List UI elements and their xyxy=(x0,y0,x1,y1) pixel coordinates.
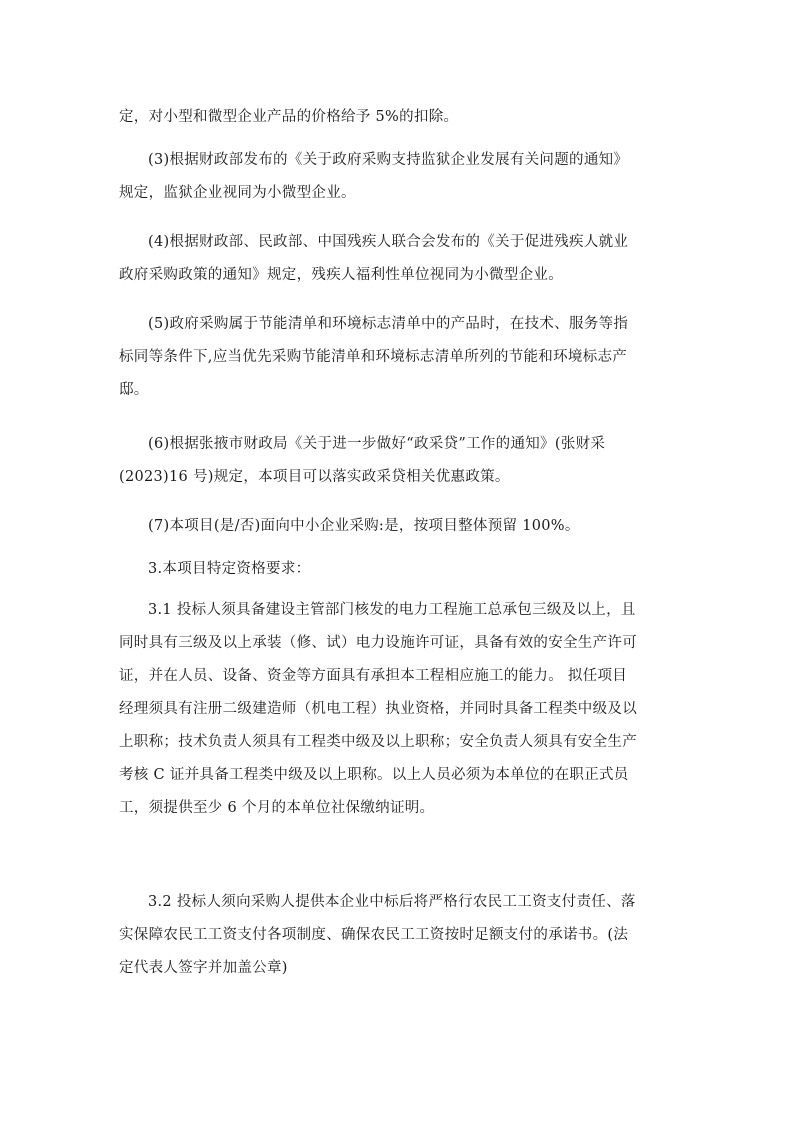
text-line: 标同等条件下,应当优先采购节能清单和环境标志清单所列的节能和环境标志产 xyxy=(119,349,628,365)
text-line: 3.2 投标人须向采购人提供本企业中标后将严格行农民工工资支付责任、落 xyxy=(148,894,636,910)
paragraph-item-7 xyxy=(119,510,679,543)
text-line: 经理须具有注册二级建造师（机电工程）执业资格，并同时具备工程类中级及以 xyxy=(119,701,637,717)
text-line: 考核 C 证并具备工程类中级及以上职称。以上人员必须为本单位的在职正式员 xyxy=(119,767,629,783)
text-line: 邸。 xyxy=(119,382,149,398)
text-line: 规定，监狱企业视同为小微型企业。 xyxy=(119,185,356,201)
text-line: 证，并在人员、设备、资金等方面具有承担本工程相应施工的能力。 拟任项目 xyxy=(119,668,628,684)
text-line: 工，须提供至少 6 个月的本单位社保缴纳证明。 xyxy=(119,800,435,816)
text-line: 3.本项目特定资格要求： xyxy=(148,561,311,577)
text-line: 3.1 投标人须具备建设主管部门核发的电力工程施工总承包三级及以上，且 xyxy=(148,602,636,618)
text-line: 定，对小型和微型企业产品的价格给予 5%的扣除。 xyxy=(119,109,459,125)
section-heading-3 xyxy=(119,553,679,586)
text-line: (2023)16 号)规定，本项目可以落实政采贷相关优惠政策。 xyxy=(119,469,510,485)
paragraph-3-2 xyxy=(119,886,679,985)
paragraph-item-6 xyxy=(119,428,679,494)
paragraph-item-5 xyxy=(119,308,679,407)
text-line: 政府采购政策的通知》规定，残疾人福利性单位视同为小微型企业。 xyxy=(119,267,563,283)
text-line: (4)根据财政部、民政部、中国残疾人联合会发布的《关于促进残疾人就业 xyxy=(148,234,629,250)
paragraph-item-4 xyxy=(119,226,679,292)
text-line: (3)根据财政部发布的《关于政府采购支持监狱企业发展有关问题的通知》 xyxy=(148,152,629,168)
paragraph-3-1 xyxy=(119,594,679,825)
text-line: (6)根据张掖市财政局《关于进一步做好“政采贷”工作的通知》(张财采 xyxy=(148,436,606,452)
paragraph-item-3 xyxy=(119,144,679,210)
text-line: (5)政府采购属于节能清单和环境标志清单中的产品时，在技术、服务等指 xyxy=(148,316,629,332)
text-line: 定代表人签字并加盖公章) xyxy=(119,960,288,976)
text-line: 上职称；技术负责人须具有工程类中级及以上职称；安全负责人须具有安全生产 xyxy=(119,734,637,750)
text-line: (7)本项目(是/否)面向中小企业采购:是，按项目整体预留 100%。 xyxy=(148,518,580,534)
text-line: 同时具有三级及以上承装（修、试）电力设施许可证，具备有效的安全生产许可 xyxy=(119,635,637,651)
paragraph-continuation xyxy=(119,101,679,134)
text-line: 实保障农民工工资支付各项制度、确保农民工工资按时足额支付的承诺书。(法 xyxy=(119,927,629,943)
